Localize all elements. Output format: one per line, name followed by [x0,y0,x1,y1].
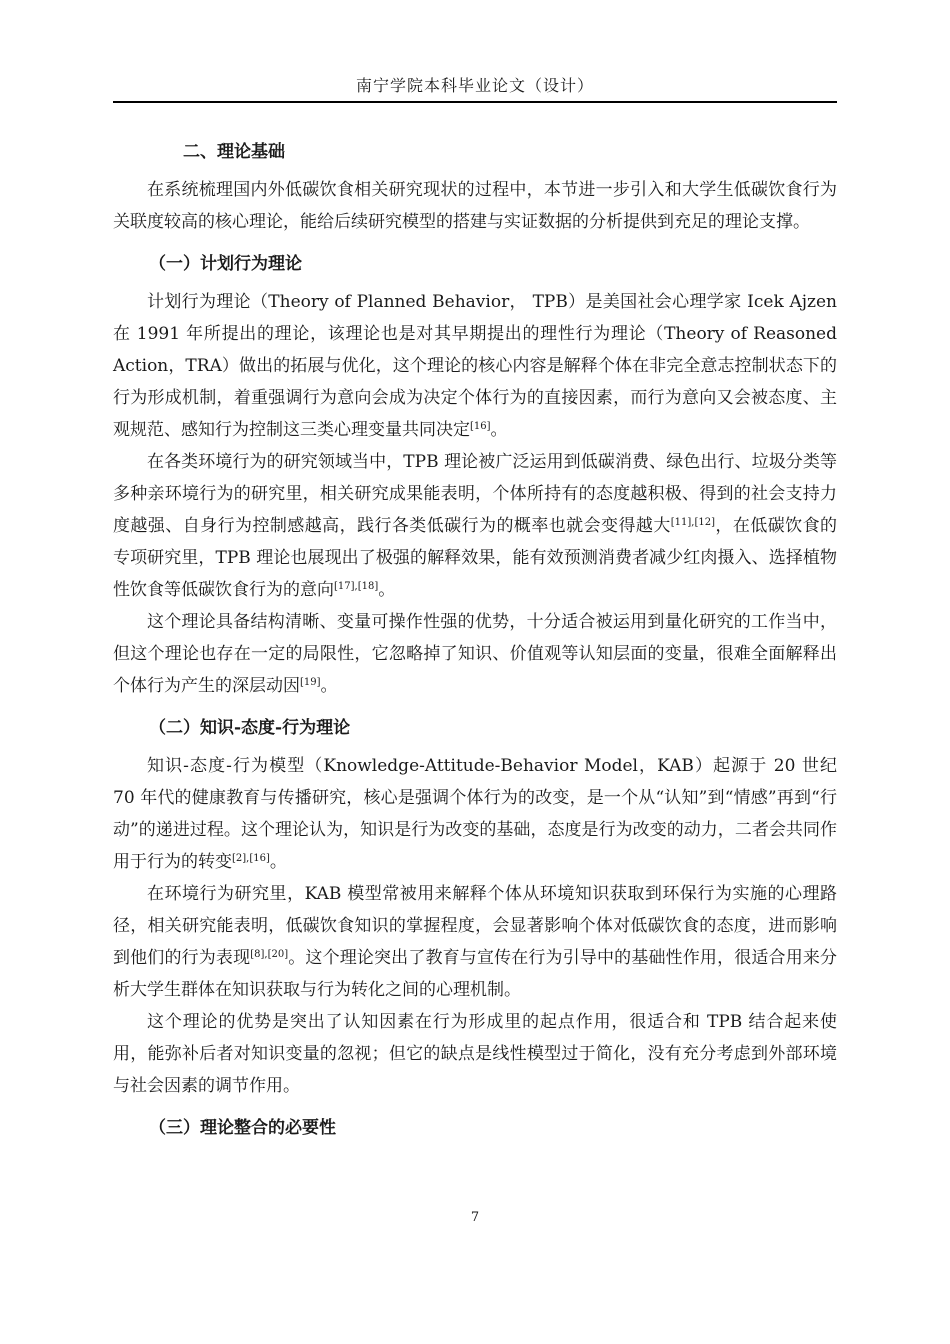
tpb-p1-text: 计划行为理论（Theory of Planned Behavior， TPB）是美国社会心理学家 Icek Ajzen 在 1991 年所提出的理论，该理论也是对其早期提出的理性行为理论（Theory of Reasoned Action，TRA）做出的拓展与优化，这个理论的核心内容是解释个体在非完全意志控制状态下的行为形成机制，着重强调行为意向会成为决定个体行为的直接因素，而行为意向又会被态度、主观规范、感知行为控制这三类心理变量共同决定 [113,292,837,440]
tpb-p3-text: 这个理论具备结构清晰、变量可操作性强的优势，十分适合被运用到量化研究的工作当中，但这个理论也存在一定的局限性，它忽略掉了知识、价值观等认知层面的变量，很难全面解释出个体行为产生的深层动因 [113,612,837,696]
citation-ref: [19] [300,677,321,688]
citation-ref: [16] [470,421,491,432]
citation-ref: [8],[20] [250,949,289,960]
subsection-heading-integration: （三）理论整合的必要性 [149,1118,336,1138]
citation-ref: [2],[16] [232,853,270,864]
citation-ref: [11],[12] [670,517,715,528]
kab-p1-end: 。 [269,852,287,872]
kab-paragraph-1 [113,750,837,878]
page-content [113,136,837,1150]
page-number: 7 [470,1210,480,1225]
tpb-p1-end: 。 [490,420,508,440]
kab-paragraph-3: 这个理论的优势是突出了认知因素在行为形成里的起点作用，很适合和 TPB 结合起来使用，能弥补后者对知识变量的忽视；但它的缺点是线性模型过于简化，没有充分考虑到外部环境与社会因素的调节作用。 [113,1012,837,1096]
tpb-paragraph-3 [113,606,837,702]
tpb-paragraph-2 [113,446,837,606]
subsection-heading-kab: （二）知识-态度-行为理论 [149,718,351,738]
tpb-p2-text-b: ，在低碳饮食的专项研究里，TPB 理论也展现出了极强的解释效果，能有效预测消费者减少红肉摄入、选择植物性饮食等低碳饮食行为的意向 [113,516,838,600]
citation-ref: [17],[18] [334,581,379,592]
tpb-p3-end: 。 [320,676,338,696]
kab-p2-text-b: 。这个理论突出了教育与宣传在行为引导中的基础性作用，很适合用来分析大学生群体在知识获取与行为转化之间的心理机制。 [113,948,838,1000]
section-heading: 二、理论基础 [183,142,285,162]
tpb-p2-text-a: 在各类环境行为的研究领域当中，TPB 理论被广泛运用到低碳消费、绿色出行、垃圾分类等多种亲环境行为的研究里，相关研究成果能表明，个体所持有的态度越积极、得到的社会支持力度越强、自身行为控制感越高，践行各类低碳行为的概率也就会变得越大 [113,452,837,536]
kab-p2-text-a: 在环境行为研究里，KAB 模型常被用来解释个体从环境知识获取到环保行为实施的心理路径，相关研究能表明，低碳饮食知识的掌握程度，会显著影响个体对低碳饮食的态度，进而影响到他们的行为表现 [113,884,837,968]
kab-p1-text: 知识-态度-行为模型（Knowledge-Attitude-Behavior Model，KAB）起源于 20 世纪 70 年代的健康教育与传播研究，核心是强调个体行为的改变，是一个从“认知”到“情感”再到“行动”的递进过程。这个理论认为，知识是行为改变的基础，态度是行为改变的动力，二者会共同作用于行为的转变 [113,756,837,872]
section-intro-paragraph: 在系统梳理国内外低碳饮食相关研究现状的过程中，本节进一步引入和大学生低碳饮食行为关联度较高的核心理论，能给后续研究模型的搭建与实证数据的分析提供到充足的理论支撑。 [113,180,837,232]
tpb-paragraph-1 [113,286,837,446]
header-rule [113,101,837,103]
kab-paragraph-2 [113,878,837,1006]
running-header: 南宁学院本科毕业论文（设计） [355,76,594,95]
subsection-heading-tpb: （一）计划行为理论 [149,254,302,274]
tpb-p2-end: 。 [378,580,396,600]
